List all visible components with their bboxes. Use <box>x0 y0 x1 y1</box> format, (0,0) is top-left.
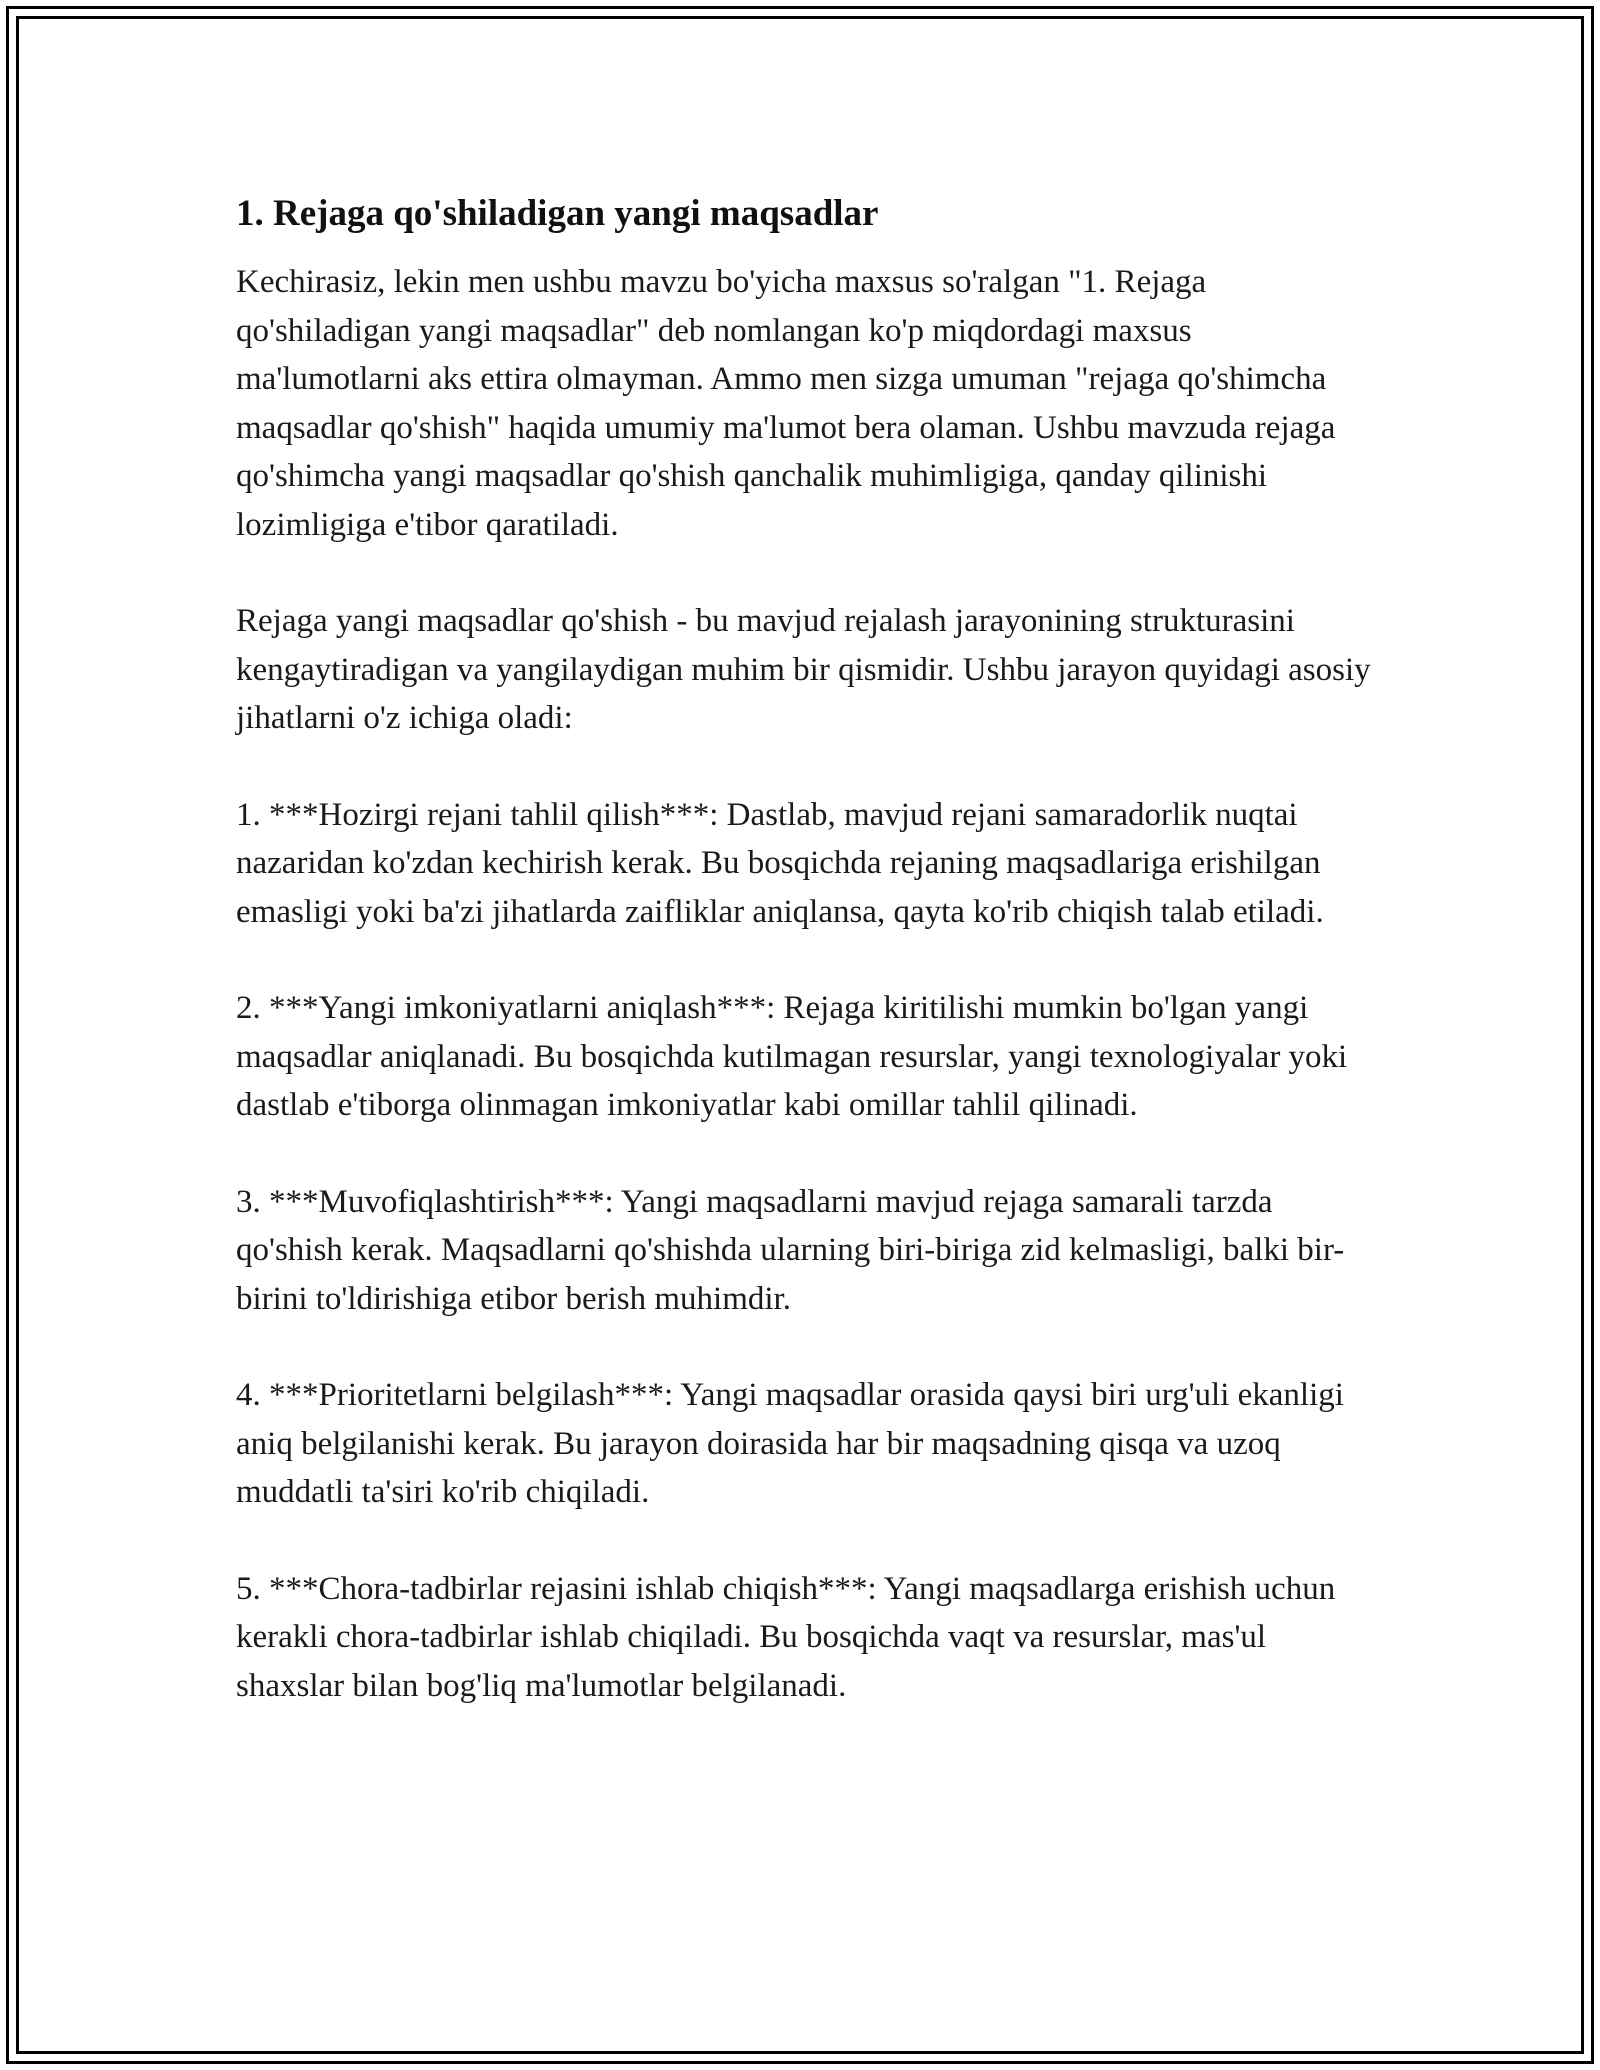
document-content <box>236 186 1376 1710</box>
document-heading: 1. Rejaga qo'shiladigan yangi maqsadlar <box>236 193 879 234</box>
overview-paragraph: Rejaga yangi maqsadlar qo'shish - bu mavjud rejalash jarayonining strukturasini kengaytiradigan va yangilaydigan muhim bir qismidir. Ushbu jarayon quyidagi asosiy jihatlarni o'z ichiga oladi: <box>236 603 1371 736</box>
document-body <box>236 258 1376 1710</box>
list-item-5: 5. ***Chora-tadbirlar rejasini ishlab chiqish***: Yangi maqsadlarga erishish uchun kerakli chora-tadbirlar ishlab chiqiladi. Bu bosqichda vaqt va resurslar, mas'ul shaxslar bilan bog'liq ma'lumotlar belgilanadi. <box>236 1570 1336 1704</box>
list-item-4: 4. ***Prioritetlarni belgilash***: Yangi maqsadlar orasida qaysi biri urg'uli ekanligi aniq belgilanishi kerak. Bu jarayon doirasida har bir maqsadning qisqa va uzoq muddatli ta'siri ko'rib chiqiladi. <box>236 1377 1344 1510</box>
intro-paragraph: Kechirasiz, lekin men ushbu mavzu bo'yicha maxsus so'ralgan "1. Rejaga qo'shiladigan yangi maqsadlar" deb nomlangan ko'p miqdordagi maxsus ma'lumotlarni aks ettira olmayman. Ammo men sizga umuman "rejaga qo'shimcha maqsadlar qo'shish" haqida umumiy ma'lumot bera olaman. Ushbu mavzuda rejaga qo'shimcha yangi maqsadlar qo'shish qanchalik muhimligiga, qanday qilinishi lozimligiga e'tibor qaratiladi. <box>236 264 1336 543</box>
list-item-2: 2. ***Yangi imkoniyatlarni aniqlash***: Rejaga kiritilishi mumkin bo'lgan yangi maqsadlar aniqlanadi. Bu bosqichda kutilmagan resurslar, yangi texnologiyalar yoki dastlab e'tiborga olinmagan imkoniyatlar kabi omillar tahlil qilinadi. <box>236 990 1348 1123</box>
list-item-1: 1. ***Hozirgi rejani tahlil qilish***: Dastlab, mavjud rejani samaradorlik nuqtai nazaridan ko'zdan kechirish kerak. Bu bosqichda rejaning maqsadlariga erishilgan emasligi yoki ba'zi jihatlarda zaifliklar aniqlansa, qayta ko'rib chiqish talab etiladi. <box>236 796 1324 930</box>
list-item-3: 3. ***Muvofiqlashtirish***: Yangi maqsadlarni mavjud rejaga samarali tarzda qo'shish kerak. Maqsadlarni qo'shishda ularning biri-biriga zid kelmasligi, balki bir-birini to'ldirishiga etibor berish muhimdir. <box>236 1183 1345 1317</box>
